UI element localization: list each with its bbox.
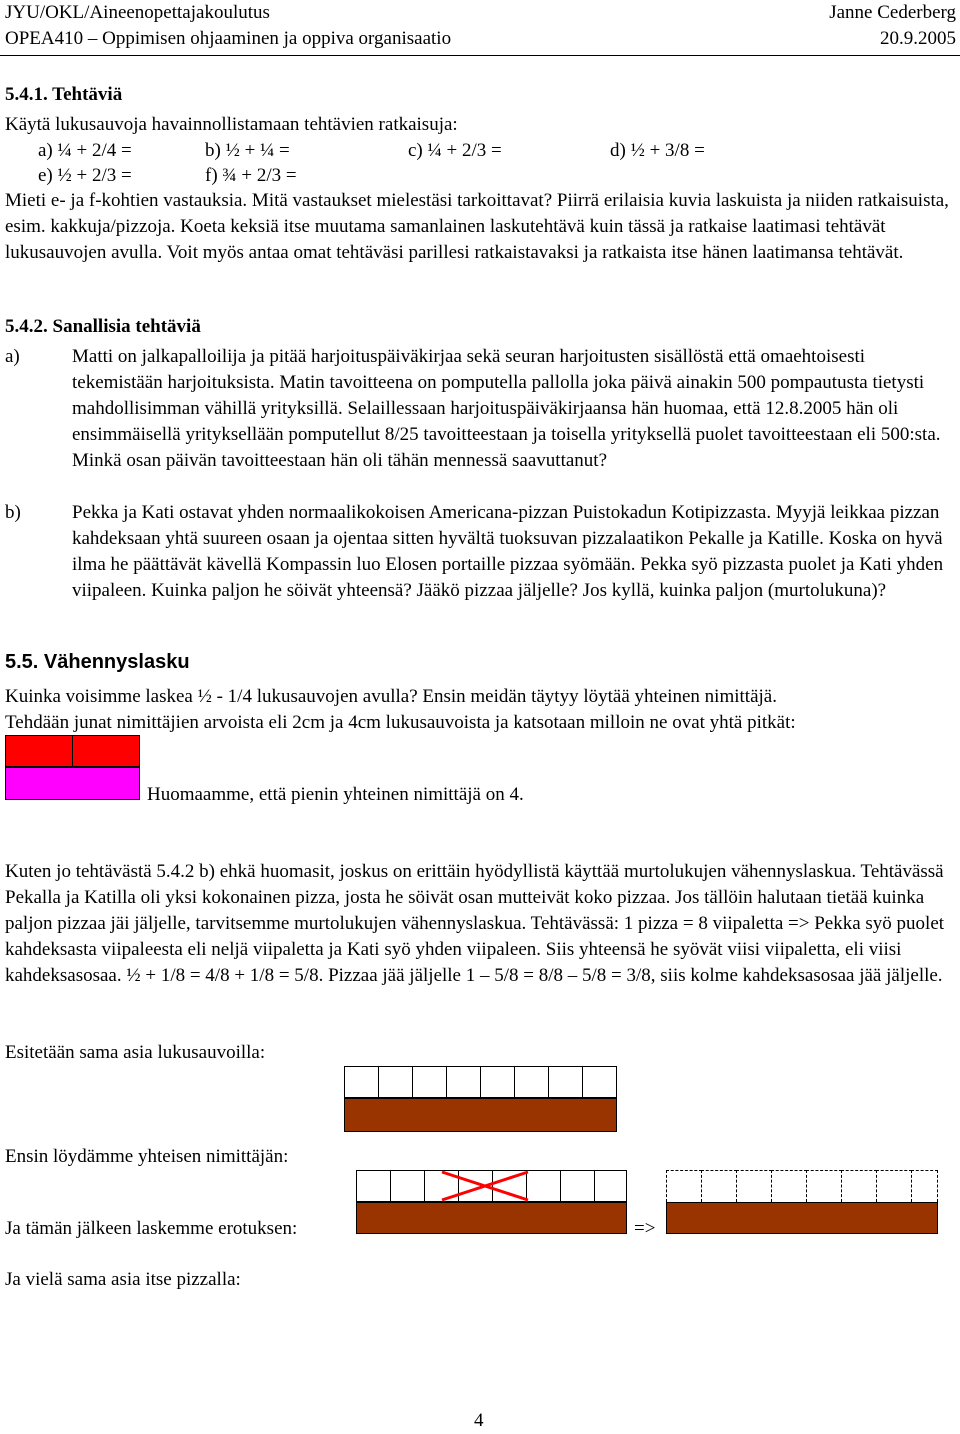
- whole-rod: [344, 1098, 617, 1132]
- exercise-a-label: a): [5, 346, 20, 367]
- remaining-cell-8: [911, 1170, 938, 1202]
- remaining-cell-6: [841, 1170, 877, 1202]
- exercise-a: [5, 344, 957, 474]
- common-denominator-note: Huomaamme, että pienin yhteinen nimittäjä on 4.: [147, 784, 524, 805]
- eighth-cell-7: [548, 1066, 583, 1098]
- exercise-b: [5, 500, 957, 604]
- remaining-cell-3: [736, 1170, 772, 1202]
- section-55-paragraph: Kuten jo tehtävästä 5.4.2 b) ehkä huomasit, joskus on erittäin hyödyllistä käyttää murtolukujen vähennyslaskua. Tehtävässä Pekalla ja Katilla oli yksi kokonainen pizza, josta he söivät osan mutteivät koko pizzaa. Jos tällöin halutaan tietää kuinka paljon pizzaa jäi jäljelle, tarvitsemme murtolukujen vähennyslaskua. Tehtävässä: 1 pizza = 8 viipaletta => Pekka syö puolet kahdeksasta viipaleesta eli neljä viipaletta ja Kati syö yhden viipaleen. Siis yhteensä he syövät viisi viipaletta, eli viisi kahdeksasosaa. ½ + 1/8 = 4/8 + 1/8 = 5/8. Pizzaa jää jäljelle 1 – 5/8 = 8/8 – 5/8 = 3/8, siis kolme kahdeksasosaa jää jäljelle.: [5, 861, 945, 986]
- task-a: a) ¼ + 2/4 =: [38, 140, 132, 161]
- eighth-cell-8: [582, 1066, 617, 1098]
- section-55-heading: 5.5. Vähennyslasku: [5, 651, 190, 673]
- task-b: b) ½ + ¼ =: [205, 140, 290, 161]
- remaining-cell-7: [876, 1170, 912, 1202]
- exercise-b-text: Pekka ja Kati ostavat yhden normaalikokoisen Americana-pizzan Puistokadun Kotipizzasta. Myyjä leikkaa pizzan kahdeksaan yhtä suureen osaan ja ojentaa sitten hyvältä tuoksuvan pizzalaatikon Pekalle ja Katille. Koska on hyvä ilma he päättävät kävellä Kompassin luo Elosen portaille pizzaa syömään. Pekka syö pizzasta puolet ja Kati yhden viipaleen. Kuinka paljon he söivät yhteensä? Jääkö pizzaa jäljelle? Jos kyllä, kuinka paljon (murtolukuna)?: [72, 502, 944, 601]
- common-label: Ensin löydämme yhteisen nimittäjän:: [5, 1146, 289, 1167]
- eaten-cell-1: [356, 1170, 391, 1202]
- section-541-heading: 5.4.1. Tehtäviä: [5, 84, 123, 105]
- exercise-a-text: Matti on jalkapalloilija ja pitää harjoituspäiväkirjaa sekä seuran harjoitusten sisällöstä että omaehtoisesti tekemistään harjoituksista. Matin tavoitteena on pomputella pallolla joka päivä ainakin 500 pompautusta tietysti mahdollisimman vähillä yrityksillä. Selaillessaan harjoituspäiväkirjaansa hän huomaa, että 12.8.2005 hän oli ensimmäisellä yrityksellään pomputellut 8/25 tavoitteestaan ja toisella yrityksellä puolet tavoitteestaan eli 500:sta. Minkä osan päivän tavoitteestaan hän oli tähän mennessä saavuttanut?: [72, 346, 941, 471]
- remaining-cell-2: [701, 1170, 737, 1202]
- pizza-label: Ja vielä sama asia itse pizzalla:: [5, 1269, 241, 1290]
- eighth-cell-2: [378, 1066, 413, 1098]
- section-541-text: Mieti e- ja f-kohtien vastauksia. Mitä vastaukset mielestäsi tarkoittavat? Piirrä erilaisia kuvia laskuista ja niiden ratkaisuista, esim. kakkuja/pizzoja. Koeta keksiä itse muutama samanlainen laskutehtävä kuin tässä ja ratkaise laatimasi tehtävät lukusauvojen avulla. Voit myös antaa omat tehtäväsi parillesi ratkaistavaksi ja ratkaista itse hänen laatimansa tehtävät.: [5, 190, 949, 263]
- task-e: e) ½ + 2/3 =: [38, 165, 132, 186]
- remaining-cell-5: [806, 1170, 842, 1202]
- eaten-cell-6: [526, 1170, 561, 1202]
- eaten-cell-2: [390, 1170, 425, 1202]
- difference-label: Ja tämän jälkeen laskemme erotuksen:: [5, 1218, 298, 1239]
- header-rule: [0, 55, 960, 56]
- eighth-cell-1: [344, 1066, 379, 1098]
- difference-rod-left: [356, 1202, 627, 1234]
- eaten-cell-8: [594, 1170, 627, 1202]
- exercise-b-label: b): [5, 502, 21, 523]
- header-course: OPEA410 – Oppimisen ohjaaminen ja oppiva organisaatio: [5, 28, 452, 49]
- page-number: 4: [474, 1410, 484, 1431]
- section-55-line1: Kuinka voisimme laskea ½ - 1/4 lukusauvojen avulla? Ensin meidän täytyy löytää yhteinen nimittäjä.: [5, 686, 777, 707]
- header-author: Janne Cederberg: [829, 2, 956, 23]
- remaining-cell-1: [666, 1170, 702, 1202]
- cross-out-icon: [440, 1170, 530, 1202]
- remaining-cell-4: [771, 1170, 807, 1202]
- header-institution: JYU/OKL/Aineenopettajakoulutus: [5, 2, 270, 23]
- eighth-cell-6: [514, 1066, 549, 1098]
- eighth-cell-4: [446, 1066, 481, 1098]
- eaten-cell-7: [560, 1170, 595, 1202]
- difference-rod-right: [666, 1202, 938, 1234]
- rod-4cm: [5, 767, 140, 800]
- task-c: c) ¼ + 2/3 =: [408, 140, 502, 161]
- rod-2cm-2: [72, 735, 140, 767]
- arrow-text: =>: [634, 1218, 656, 1239]
- header-date: 20.9.2005: [880, 28, 956, 49]
- rod-2cm-1: [5, 735, 73, 767]
- task-f: f) ¾ + 2/3 =: [205, 165, 297, 186]
- eighth-cell-3: [412, 1066, 447, 1098]
- section-542-heading: 5.4.2. Sanallisia tehtäviä: [5, 316, 201, 337]
- section-55-line2: Tehdään junat nimittäjien arvoista eli 2cm ja 4cm lukusauvoista ja katsotaan milloin ne ovat yhtä pitkät:: [5, 712, 796, 733]
- task-d: d) ½ + 3/8 =: [610, 140, 705, 161]
- eighth-cell-5: [480, 1066, 515, 1098]
- section-541-intro: Käytä lukusauvoja havainnollistamaan tehtävien ratkaisuja:: [5, 114, 458, 135]
- rods-label: Esitetään sama asia lukusauvoilla:: [5, 1042, 266, 1063]
